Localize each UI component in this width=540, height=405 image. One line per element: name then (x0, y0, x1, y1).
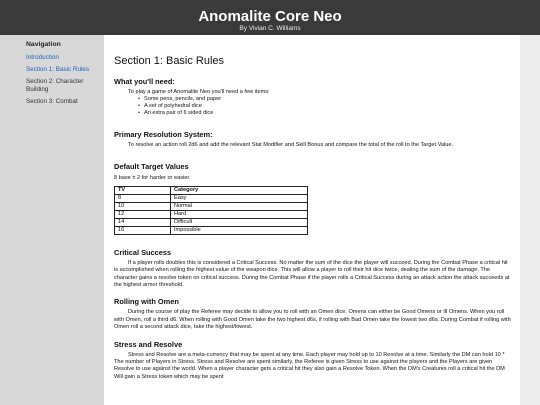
table-cell: Easy (171, 194, 308, 202)
nav-item-character-building[interactable]: Section 2: Character Building (26, 78, 84, 93)
site-author: By Vivian C. Williams (239, 25, 301, 32)
sidebar-navigation (0, 35, 104, 405)
target-values-note: 8 base ± 2 for harder or easier. (114, 175, 191, 182)
need-list (114, 96, 512, 117)
column-header-tv: TV (115, 186, 171, 194)
page-title: Section 1: Basic Rules (114, 55, 225, 67)
list-item: • Some pens, pencils, and paper (138, 96, 512, 103)
table-cell: 12 (115, 210, 171, 218)
table-cell: Hard (171, 210, 308, 218)
table-header-row (115, 186, 308, 194)
table-row (115, 218, 308, 226)
main-content (104, 35, 520, 405)
nav-item-basic-rules[interactable]: Section 1: Basic Rules (26, 66, 89, 73)
heading-primary-resolution: Primary Resolution System: (114, 130, 213, 139)
heading-default-target-values: Default Target Values (114, 162, 189, 172)
table-cell: Impossible (171, 226, 308, 234)
site-header (0, 0, 540, 35)
critical-success-text: If a player rolls doubles this is considered a Critical Success. No matter the sum of the dice the player will succeed. During the Combat Phase a critical hit is accomplished when rolling the highest value of the weapon dice. This will allow a player to roll their hit dice twice, dealing the sum of the damage. The character gains a resolve token on critical success. During the Combat Phase if the player rolls a Critical Success during an attack action the attack succeeds at the highest armor threshold. (114, 259, 510, 289)
column-header-category: Category (171, 186, 308, 194)
target-values-table (114, 186, 308, 235)
table-cell: 16 (115, 226, 171, 234)
heading-stress-and-resolve: Stress and Resolve (114, 339, 183, 349)
page-scrollbar[interactable] (520, 35, 540, 405)
table-row (115, 226, 308, 234)
table-cell: Normal (171, 202, 308, 210)
list-item: • A set of polyhedral dice (138, 103, 512, 110)
primary-resolution-text: To resolve an action roll 2d6 and add the relevant Stat Modifier and Skill Bonus and compare the total of the roll to the Target Value. (128, 142, 454, 148)
heading-rolling-with-omen: Rolling with Omen (114, 297, 179, 307)
site-title: Anomalite Core Neo (198, 8, 342, 25)
table-cell: 14 (115, 218, 171, 226)
table-row (115, 202, 308, 210)
table-cell: 10 (115, 202, 171, 210)
heading-what-you-need: What you'll need: (114, 77, 175, 86)
nav-item-combat[interactable]: Section 3: Combat (26, 98, 78, 105)
table-cell: Difficult (171, 218, 308, 226)
table-row (115, 194, 308, 202)
nav-title: Navigation (26, 41, 61, 48)
rolling-with-omen-text: During the course of play the Referee may decide to allow you to roll with an Omen dice. Omens can either be Good Omens or Ill Omens. When you roll with Omen, roll a third d6. When rolling with Good Omen take the two highest d6s, if rolling with Bad Omen take the lowest two d6s. During Combat if rolling with Omen roll a second attack dice, take the highest/lowest. (114, 309, 511, 331)
table-cell: 8 (115, 194, 171, 202)
need-intro: To play a game of Anomalite Neo you'll need a few items: (128, 89, 270, 95)
heading-critical-success: Critical Success (114, 247, 172, 257)
stress-and-resolve-text: Stress and Resolve are a meta-currency that may be spent at any time. Each player may hold up to 10 Resolve at a time. Similarly the DM can hold 10 * The number of Players in Stress. Stress and Resolve are spent similarly, the Referee is given Stress to use against the players and the Players are given Resolve to use against the world. When a player character gets a critical hit they also gain a Resolve Token. When the DM's Creatures roll a critical hit the DM Will gain a Stress token which may be spent (114, 351, 505, 380)
nav-item-introduction[interactable]: Introduction (26, 54, 59, 61)
table-row (115, 210, 308, 218)
list-item: • An extra pair of 6 sided dice (138, 110, 512, 117)
